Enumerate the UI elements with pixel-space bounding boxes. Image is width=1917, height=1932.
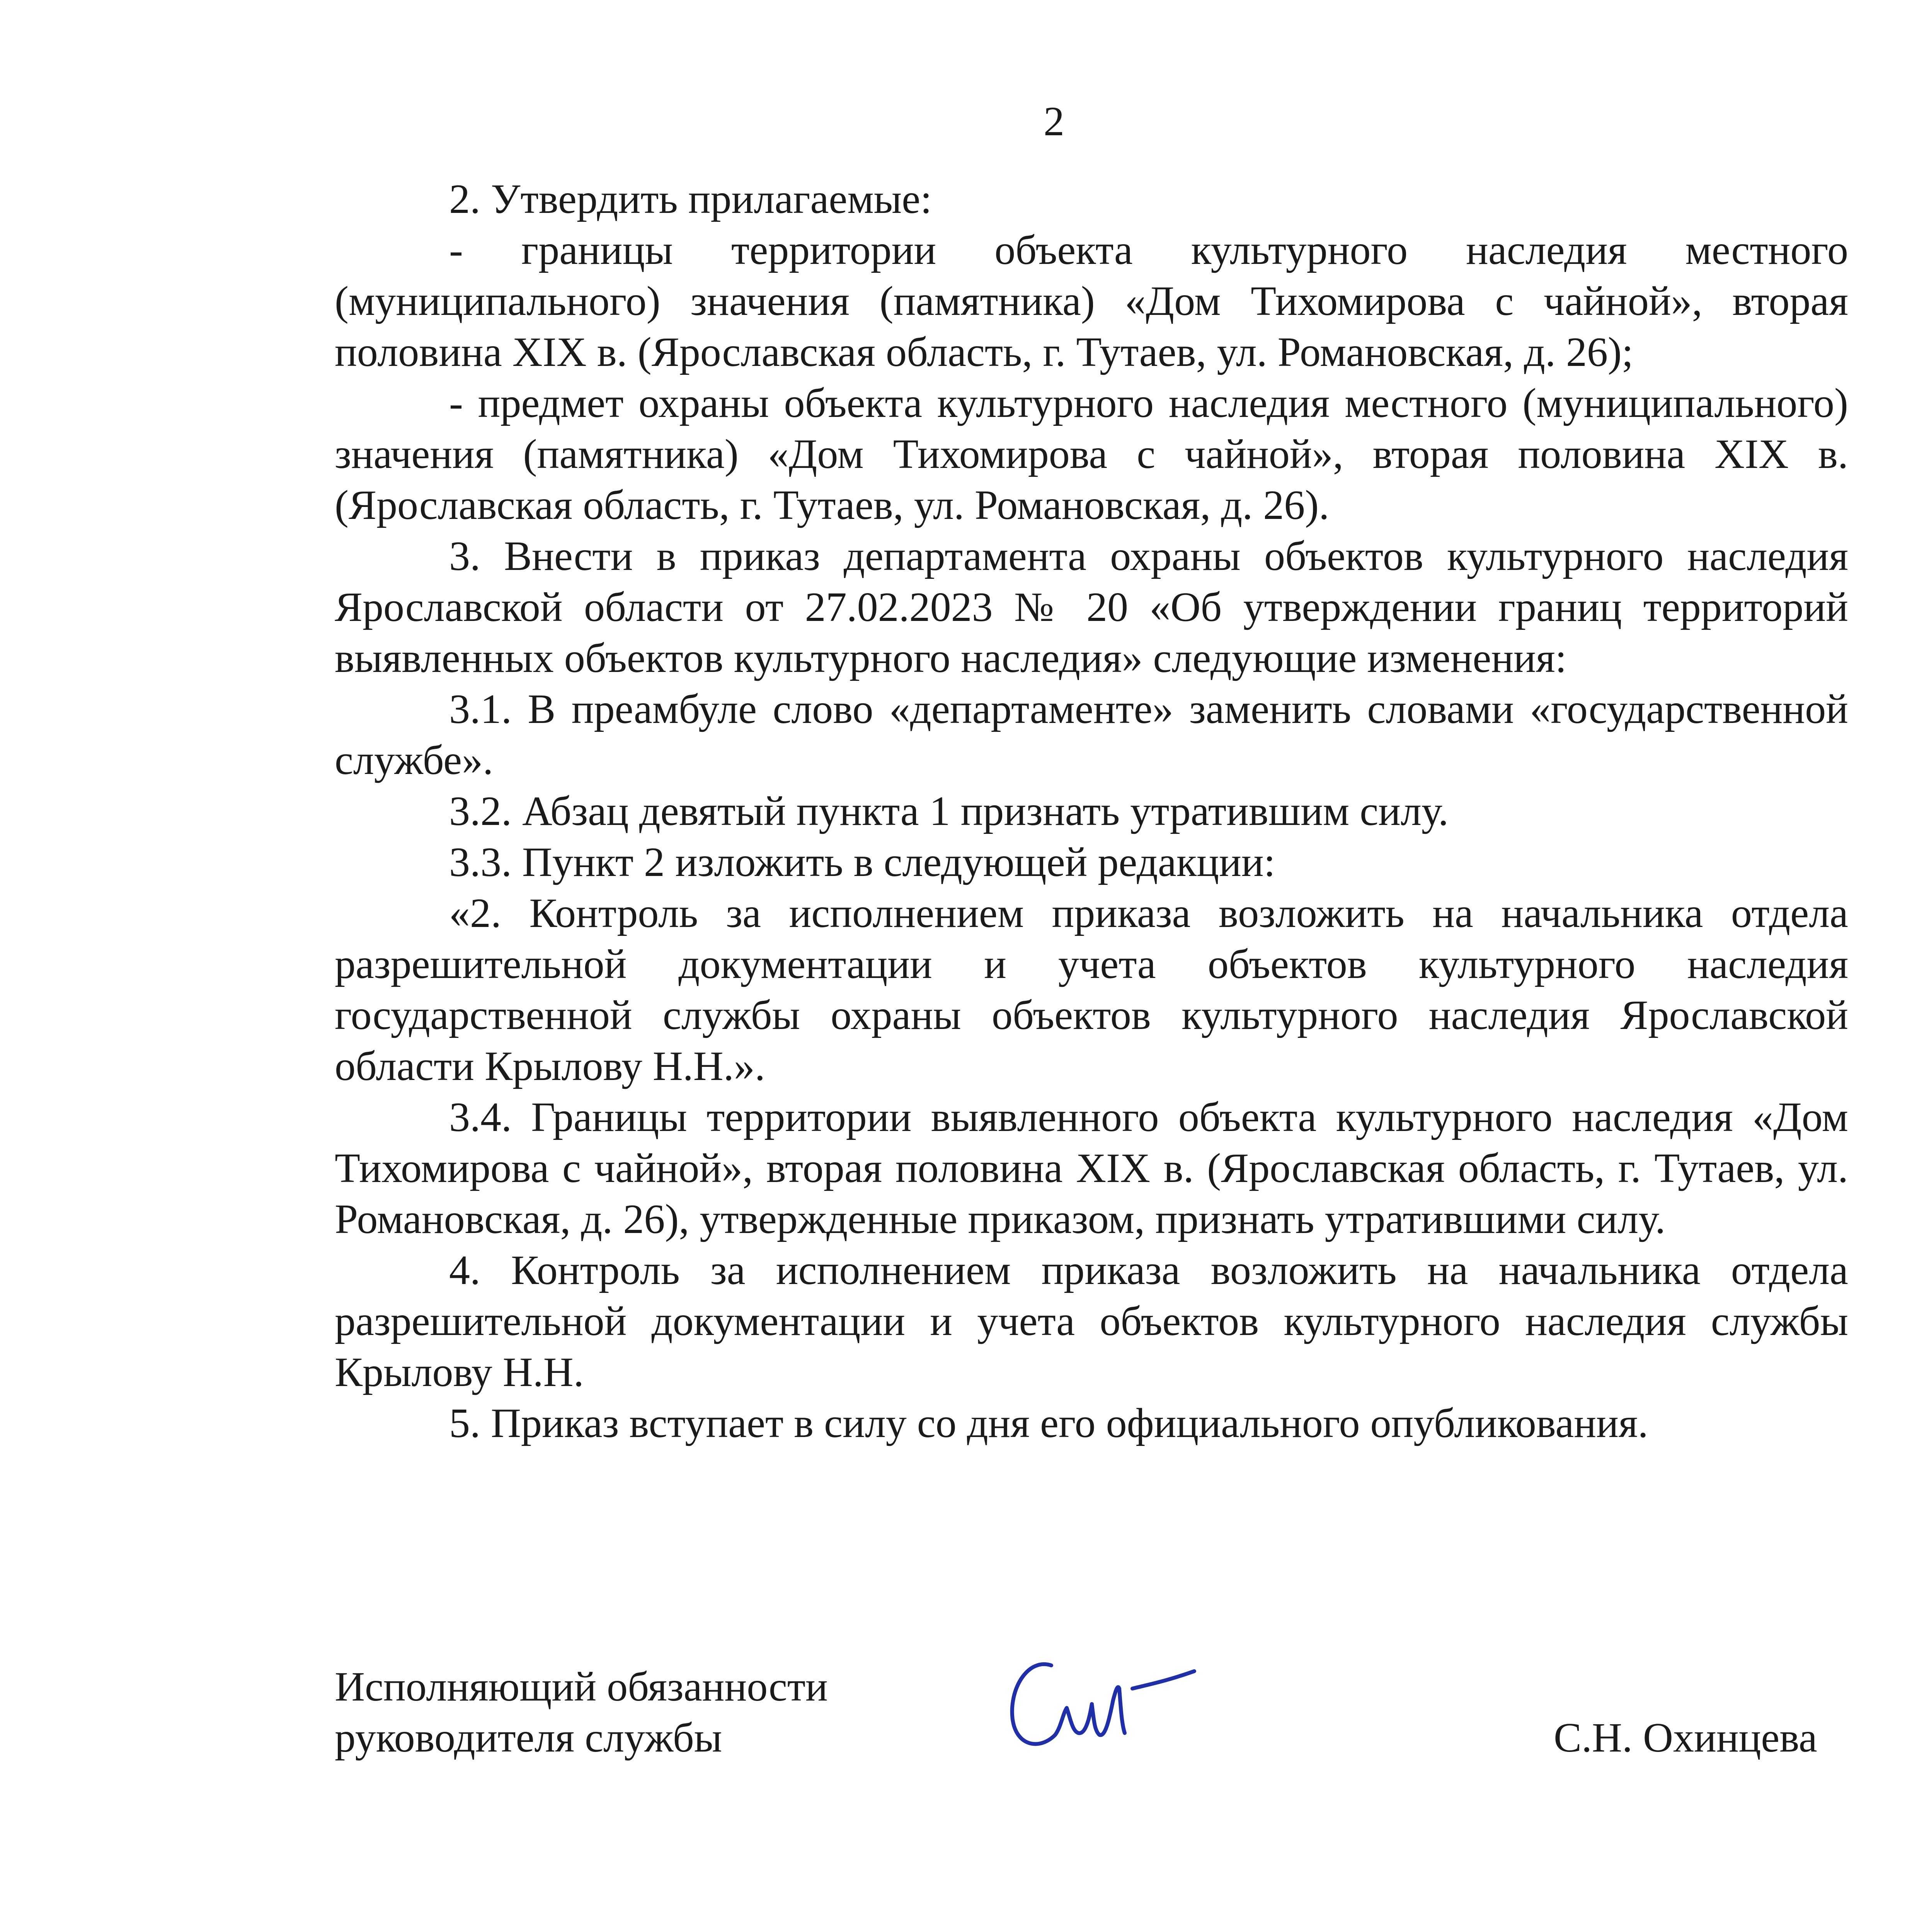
page-number: 2 <box>1044 99 1064 145</box>
paragraph-3-4: 3.4. Границы территории выявленного объекта культурного наследия «Дом Тихомирова с чайной», вторая половина XIX в. (Ярославская область, г. Тутаев, ул. Романовская, д. 26), утвержденные приказом, признать утратившими силу. <box>335 1094 1848 1242</box>
signatory-title <box>335 1662 828 1764</box>
signatory-name: С.Н. Охинцева <box>1554 1715 1817 1761</box>
paragraph-3-2: 3.2. Абзац девятый пункта 1 признать утратившим силу. <box>449 788 1449 834</box>
paragraph-approve: 2. Утвердить прилагаемые: <box>449 176 932 222</box>
paragraph-3-3: 3.3. Пункт 2 изложить в следующей редакции: <box>449 839 1275 885</box>
paragraph-4-control: 4. Контроль за исполнением приказа возложить на начальника отдела разрешительной документации и учета объектов культурного наследия службы Крылову Н.Н. <box>335 1247 1848 1395</box>
paragraph-protection-subject-item: - предмет охраны объекта культурного наследия местного (муниципального) значения (памятника) «Дом Тихомирова с чайной», вторая половина XIX в. (Ярославская область, г. Тутаев, ул. Романовская, д. 26). <box>335 380 1848 528</box>
paragraph-boundaries-item: - границы территории объекта культурного наследия местного (муниципального) значения (памятника) «Дом Тихомирова с чайной», вторая половина XIX в. (Ярославская область, г. Тутаев, ул. Романовская, д. 26); <box>335 227 1848 375</box>
signatory-title-line1: Исполняющий обязанности <box>335 1664 828 1710</box>
document-body <box>335 174 1848 1449</box>
signature-stroke <box>1012 1664 1194 1744</box>
paragraph-3-1: 3.1. В преамбуле слово «департаменте» заменить словами «государственной службе». <box>335 686 1848 783</box>
paragraph-5-effective: 5. Приказ вступает в силу со дня его официального опубликования. <box>449 1400 1648 1446</box>
handwritten-signature <box>993 1631 1210 1785</box>
signatory-title-line2: руководителя службы <box>335 1715 722 1761</box>
paragraph-amend-order: 3. Внести в приказ департамента охраны объектов культурного наследия Ярославской области от 27.02.2023 № 20 «Об утверждении границ территорий выявленных объектов культурного наследия» следующие изменения: <box>335 533 1848 681</box>
paragraph-3-3-quote: «2. Контроль за исполнением приказа возложить на начальника отдела разрешительной документации и учета объектов культурного наследия государственной службы охраны объектов культурного наследия Ярославской области Крылову Н.Н.». <box>335 890 1848 1089</box>
